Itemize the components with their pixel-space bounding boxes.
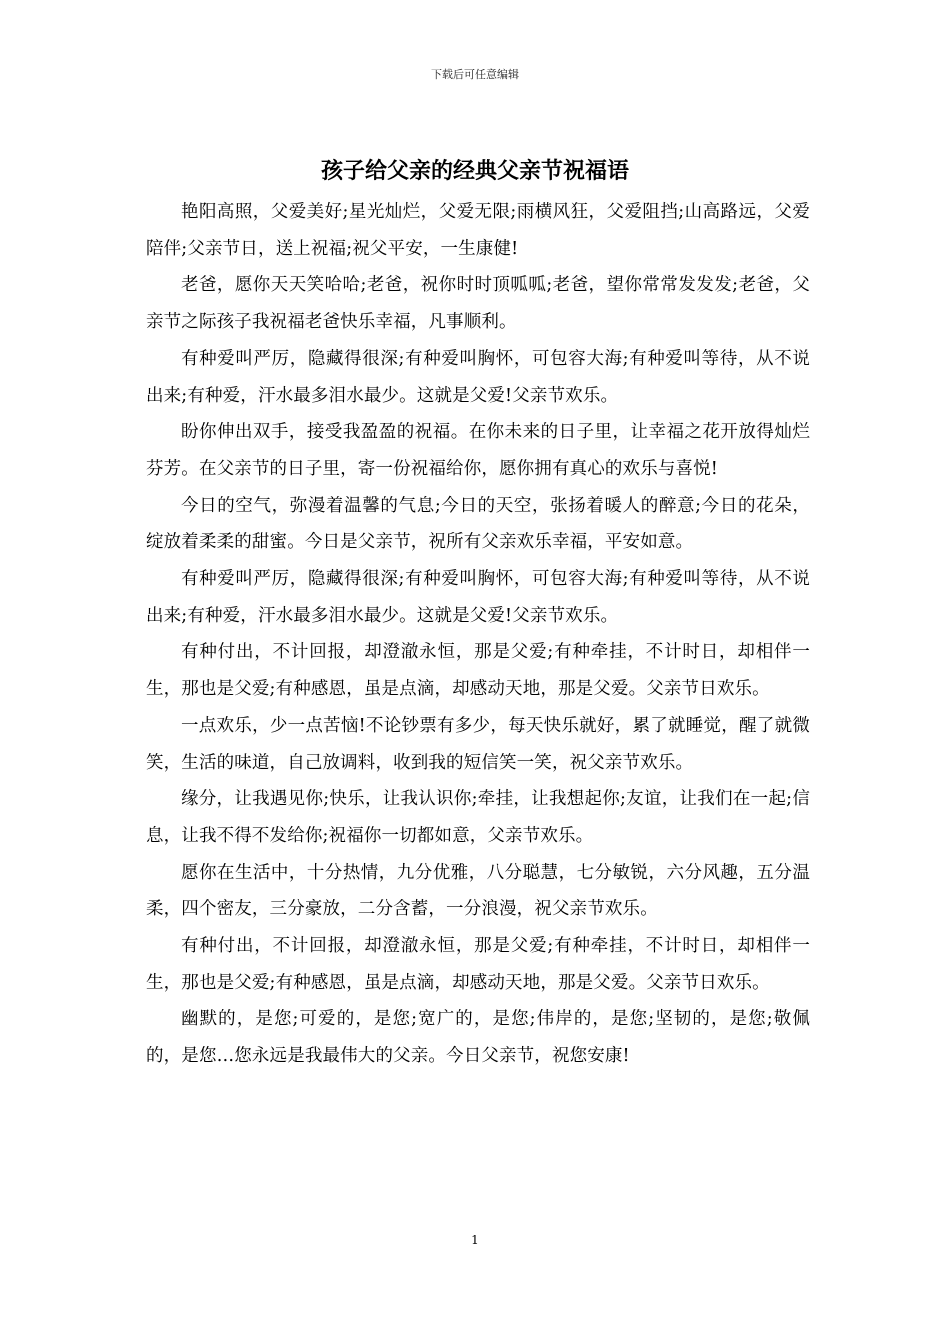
paragraph-6: 有种爱叫严厉，隐藏得很深;有种爱叫胸怀，可包容大海;有种爱叫等待，从不说出来;有种爱，汗水最多泪水最少。这就是父爱!父亲节欢乐。 <box>146 569 810 626</box>
document-body <box>146 194 810 1075</box>
paragraph-5: 今日的空气，弥漫着温馨的气息;今日的天空，张扬着暖人的醉意;今日的花朵，绽放着柔柔的甜蜜。今日是父亲节，祝所有父亲欢乐幸福，平安如意。 <box>146 495 810 553</box>
paragraph-4: 盼你伸出双手，接受我盈盈的祝福。在你未来的日子里，让幸福之花开放得灿烂芬芳。在父亲节的日子里，寄一份祝福给你，愿你拥有真心的欢乐与喜悦! <box>146 422 810 479</box>
paragraph-1: 艳阳高照，父爱美好;星光灿烂，父爱无限;雨横风狂，父爱阻挡;山高路远，父爱陪伴;父亲节日，送上祝福;祝父平安，一生康健! <box>146 202 810 259</box>
paragraph-8: 一点欢乐，少一点苦恼!不论钞票有多少，每天快乐就好，累了就睡觉，醒了就微笑，生活的味道，自己放调料，收到我的短信笑一笑，祝父亲节欢乐。 <box>146 715 810 773</box>
paragraph-11: 有种付出，不计回报，却澄澈永恒，那是父爱;有种牵挂，不计时日，却相伴一生，那也是父爱;有种感恩，虽是点滴，却感动天地，那是父爱。父亲节日欢乐。 <box>146 936 810 993</box>
paragraph-10: 愿你在生活中，十分热情，九分优雅，八分聪慧，七分敏锐，六分风趣，五分温柔，四个密友，三分豪放，二分含蓄，一分浪漫，祝父亲节欢乐。 <box>146 862 810 920</box>
page-header-note: 下载后可任意编辑 <box>431 68 519 81</box>
paragraph-9: 缘分，让我遇见你;快乐，让我认识你;牵挂，让我想起你;友谊，让我们在一起;信息，让我不得不发给你;祝福你一切都如意，父亲节欢乐。 <box>146 789 810 846</box>
page-number: 1 <box>471 1233 479 1247</box>
paragraph-2: 老爸，愿你天天笑哈哈;老爸，祝你时时顶呱呱;老爸，望你常常发发发;老爸，父亲节之际孩子我祝福老爸快乐幸福，凡事顺利。 <box>146 275 810 333</box>
document-title: 孩子给父亲的经典父亲节祝福语 <box>320 158 629 184</box>
paragraph-12: 幽默的，是您;可爱的，是您;宽广的，是您;伟岸的，是您;坚韧的，是您;敬佩的，是您…您永远是我最伟大的父亲。今日父亲节，祝您安康! <box>146 1009 810 1067</box>
paragraph-3: 有种爱叫严厉，隐藏得很深;有种爱叫胸怀，可包容大海;有种爱叫等待，从不说出来;有种爱，汗水最多泪水最少。这就是父爱!父亲节欢乐。 <box>146 348 810 406</box>
paragraph-7: 有种付出，不计回报，却澄澈永恒，那是父爱;有种牵挂，不计时日，却相伴一生，那也是父爱;有种感恩，虽是点滴，却感动天地，那是父爱。父亲节日欢乐。 <box>146 642 810 700</box>
